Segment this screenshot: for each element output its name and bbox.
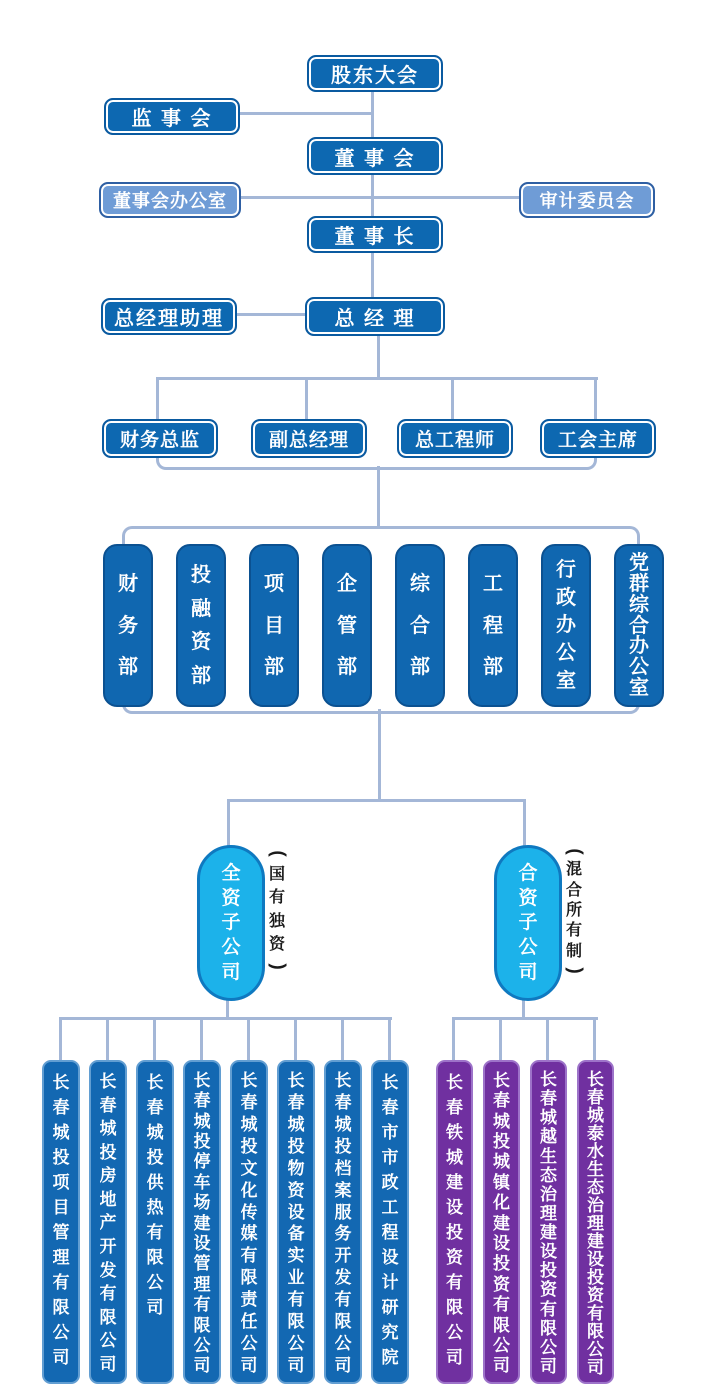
node-shareholders-meeting: 股东大会 bbox=[307, 55, 443, 92]
connector-line bbox=[294, 1017, 297, 1060]
paren-open: ( bbox=[564, 848, 586, 855]
node-wholly-owned-group: 全 资 子 公 司 bbox=[197, 845, 265, 1001]
connector-line bbox=[153, 1017, 156, 1060]
connector-line bbox=[452, 1017, 598, 1020]
node-company: 长 春 城 泰 水 生 态 治 理 建 设 投 资 有 限 公 司 bbox=[577, 1060, 614, 1384]
connector-line bbox=[377, 331, 380, 379]
note-wholly-owned bbox=[263, 847, 291, 973]
connector-line bbox=[378, 709, 381, 801]
node-audit-committee: 审计委员会 bbox=[519, 182, 655, 218]
note-text: 国 有 独 资 bbox=[268, 866, 285, 953]
node-gm-assistant: 总经理助理 bbox=[101, 298, 237, 335]
node-company: 长 春 城 投 停 车 场 建 设 管 理 有 限 公 司 bbox=[183, 1060, 221, 1384]
node-company: 长 春 城 投 城 镇 化 建 设 投 资 有 限 公 司 bbox=[483, 1060, 520, 1384]
connector-line bbox=[451, 377, 454, 419]
connector-line bbox=[546, 1017, 549, 1060]
node-executive-chief-engineer: 总工程师 bbox=[397, 419, 513, 458]
node-board-of-directors: 董 事 会 bbox=[307, 137, 443, 175]
node-company: 长 春 城 投 档 案 服 务 开 发 有 限 公 司 bbox=[324, 1060, 362, 1384]
connector-line bbox=[156, 377, 159, 419]
node-company: 长 春 铁 城 建 设 投 资 有 限 公 司 bbox=[436, 1060, 473, 1384]
node-department: 投 融 资 部 bbox=[176, 544, 226, 707]
node-executive-union-chairman: 工会主席 bbox=[540, 419, 656, 458]
connector-bracket bbox=[227, 799, 526, 848]
connector-line bbox=[233, 313, 308, 316]
connector-line bbox=[388, 1017, 391, 1060]
connector-line bbox=[594, 377, 597, 419]
node-general-manager: 总 经 理 bbox=[305, 297, 445, 336]
node-company: 长 春 城 投 物 资 设 备 实 业 有 限 公 司 bbox=[277, 1060, 315, 1384]
node-company: 长 春 城 投 文 化 传 媒 有 限 责 任 公 司 bbox=[230, 1060, 268, 1384]
node-chairman: 董 事 长 bbox=[307, 216, 443, 253]
paren-close: ) bbox=[267, 963, 289, 970]
node-supervisory-board: 监 事 会 bbox=[104, 98, 240, 135]
connector-line bbox=[593, 1017, 596, 1060]
paren-open: ( bbox=[267, 850, 289, 857]
note-joint-venture bbox=[560, 845, 588, 977]
node-joint-venture-group: 合 资 子 公 司 bbox=[494, 845, 562, 1001]
node-company: 长 春 城 越 生 态 治 理 建 设 投 资 有 限 公 司 bbox=[530, 1060, 567, 1384]
connector-line bbox=[341, 1017, 344, 1060]
node-department: 工 程 部 bbox=[468, 544, 518, 707]
node-company: 长 春 城 投 房 地 产 开 发 有 限 公 司 bbox=[89, 1060, 127, 1384]
connector-line bbox=[236, 112, 373, 115]
connector-line bbox=[305, 377, 308, 419]
connector-line bbox=[371, 249, 374, 298]
node-department: 行 政 办 公 室 bbox=[541, 544, 591, 707]
connector-line bbox=[377, 466, 380, 526]
connector-line bbox=[499, 1017, 502, 1060]
connector-line bbox=[156, 377, 598, 380]
node-company: 长 春 市 市 政 工 程 设 计 研 究 院 bbox=[371, 1060, 409, 1384]
node-company: 长 春 城 投 项 目 管 理 有 限 公 司 bbox=[42, 1060, 80, 1384]
node-department: 企 管 部 bbox=[322, 544, 372, 707]
connector-line bbox=[247, 1017, 250, 1060]
node-department: 财 务 部 bbox=[103, 544, 153, 707]
node-department: 党 群 综 合 办 公 室 bbox=[614, 544, 664, 707]
node-company: 长 春 城 投 供 热 有 限 公 司 bbox=[136, 1060, 174, 1384]
node-department: 项 目 部 bbox=[249, 544, 299, 707]
connector-line bbox=[59, 1017, 62, 1060]
node-executive-cfo: 财务总监 bbox=[102, 419, 218, 458]
node-department: 综 合 部 bbox=[395, 544, 445, 707]
note-text: 混 合 所 有 制 bbox=[565, 861, 582, 960]
paren-close: ) bbox=[564, 967, 586, 974]
node-executive-deputy-gm: 副总经理 bbox=[251, 419, 367, 458]
connector-line bbox=[106, 1017, 109, 1060]
connector-line bbox=[237, 196, 520, 199]
connector-line bbox=[371, 171, 374, 217]
connector-bracket bbox=[122, 526, 640, 546]
node-board-office: 董事会办公室 bbox=[99, 182, 241, 218]
connector-line bbox=[200, 1017, 203, 1060]
connector-line bbox=[452, 1017, 455, 1060]
